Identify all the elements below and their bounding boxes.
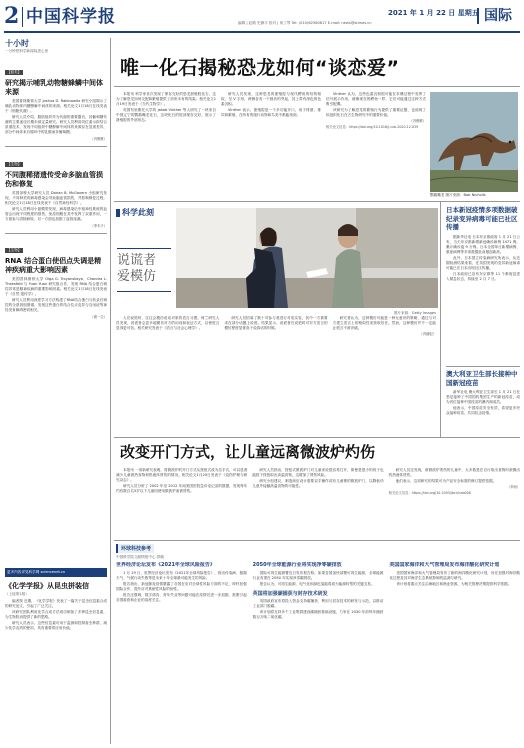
feature-paragraph: Vinther 表示，泄殖腔是一个多功能开口，用于排泄、排尿和繁殖，在所有的爬行动物和鸟类中都能找到。 [221,108,321,117]
feature-column-3 [326,92,426,196]
right-brief-paragraph: 此外，日本国立传染病研究所表示，从近期检测结果来看，在英国发现的变异新冠病毒可能已在日本出现社区传播。 [446,255,520,270]
env-paragraph: 该计划将重点关注沿海地区和渔业资源，为相关管理决策提供科学依据。 [396,581,512,586]
section-label: 国际 [477,8,512,24]
couple-photo-drawing [176,208,438,308]
brief-source: （唐一尘） [90,315,107,319]
sidebar-divider [5,233,107,234]
brief-kicker: 【生物】 [7,248,22,252]
feature-headline-rule [114,86,520,87]
brief-title: RNA 结合蛋白使侣点失调是精神疾病重大影响因素 [5,257,102,274]
env-item-4 [389,562,520,744]
science-body [116,300,436,418]
env-item-title: 英国将加强碳捕获与封存技术研发 [252,590,328,597]
sidebar-column-title: 十小时 [5,39,29,48]
masthead-divider [22,7,23,27]
sidebar-brief-1 [5,58,107,141]
science-byline: （冯丽妃） [419,332,436,336]
story2-byline: （辛雨） [506,485,520,489]
pull-quote-box [117,248,171,292]
story2-paragraph: 研究人员还发现，被微波炉烫伤的儿童中，大多数是在自行取出食物时被溅出的热液体烫伤。 [388,468,520,477]
env-section-title: 环球科技参考 [116,544,154,553]
env-paragraph: 该计划将支持多个工业集群建设碳捕获基础设施，力争在 2030 年前每年捕获数百万吨二氧化碳。 [252,610,384,619]
brief-title: 不同腹稀猪遗传受命多脑血管损伤和修复 [5,170,103,188]
brief-source: （冯维维） [90,137,107,141]
env-item-title: 2050年全球能源行业将实现净零碳排放 [252,562,342,568]
bottom-left-article [5,582,107,744]
right-brief-body [446,390,520,416]
feature-paragraph: 该研究为了解恐龙的繁殖行为提供了重要证据，也说明了软组织化石在古生物研究中的重要价值。 [326,108,426,117]
paper-name: 中国科学报 [26,7,116,27]
article-paragraph: 该研究团队利用化学合成方法成功制备了多种昆虫信息素，为生物防治提供了新的思路。 [5,610,107,619]
brief-source: （李木子） [90,223,107,228]
article-paragraph: 研究人员表示，这些信息素可用于监测和控制害虫种群，减少化学农药的使用，具有重要的应用价值。 [5,621,107,630]
brief-title: 研究揭示哺乳动物糖蜂鳞中间体来源 [5,79,103,96]
env-paragraph: 美国国家海洋和大气管理局发布了新的海洋酸化研究计划，旨在加强对海洋酸化过程及其对海洋生态系统影响的监测与研究。 [389,570,520,580]
feature-paragraph: 本报讯 科学家首次发现了保存完好的恐龙泄殖腔化石，这为了解恐龙如何交配和繁殖提供了前所未有的线索。相关论文1月19日发表于《当代生物学》。 [116,92,216,106]
story2-paragraph: 他们表示，这项研究的结果可为产品安全标准的修订提供依据。 [395,479,497,483]
science-paragraph: 研究人员招募了数十对参与者进行对话实验，其中一方被要求在部分话题上说谎。结果显示，说谎者在说谎时对对方语言的模仿程度显著高于说真话的时候。 [224,316,328,330]
story2-link: 相关论文信息：https://doi.org/10.1093/jbcr/irab008 [388,491,471,495]
feature-byline: （冯维维） [409,119,426,123]
sidebar-brief-2 [5,150,107,228]
issue-date: 2021 年 1 月 22 日 星期五 [388,9,479,17]
env-item-body [389,571,520,587]
dinosaur-caption: 鹦鹉嘴龙 图片来源：Bob Nicholls [430,193,486,197]
article-kicker: （上接第1版） [5,592,29,596]
story2-column-1 [116,468,247,536]
env-item-1 [116,562,247,744]
sidebar-brief-3 [5,236,107,319]
feature-column-2 [221,92,321,196]
couple-photo-caption: 图片来源：Getty Images [393,311,436,315]
env-paragraph: 1 月 19 日，世界经济论坛发布《2021年全球风险报告》，指出传染病、极端天气、气候行动失败等是未来十年全球最可能发生的风险。 [116,570,247,580]
right-brief-paragraph: 他表示，中国疫苗安全有效，希望更多民众接种疫苗，共同抗击疫情。 [446,406,520,415]
brief-paragraph: 英国剑桥大学研究人员 Dorian B. McGavern 小组研究发现，不同种类的病毒感染会导致脑血管损伤，并影响修复过程。相关论文1月18日在线发表于《自然神经科学》。 [5,190,107,205]
story2-body [116,468,520,536]
couple-photo [176,208,438,308]
brief-kicker: 【蛙类】 [7,70,22,74]
story2-paragraph: 研究小组建议，制造商应设计需要双手操作或有儿童锁的微波炉门，以降低幼儿意外接触高温食物的可能性。 [252,479,384,488]
brief-body [5,277,107,313]
brief-kicker: 【生物】 [7,161,22,166]
column-marker-icon [116,209,120,217]
sidebar-column-rule [110,38,111,744]
env-items [116,562,520,744]
story2-top-rule [114,437,520,438]
science-paragraph: 人们说谎时，往往会模仿说话对象的语言习惯。荷兰研究人员发现，说谎者会更多地模仿对方的用词和表达方式，以使谎言显得更可信。相关研究发表于《语言与社会心理学》。 [116,316,220,330]
feature-bottom-rule [114,201,520,202]
feature-column-1 [116,92,216,196]
science-column-1 [116,316,219,337]
sidebar-tagline: 一分钟把科学新闻装进心里 [5,49,49,53]
feature-paragraph: Vinther 认为，这些色素沉积很可能在求偶过程中发挥了信号展示作用，就像现在的鳄鱼一样，它们可能通过这种方式吸引配偶。 [326,92,426,106]
right-brief-title: 日本新冠疫情多项数据破纪录变异病毒可能已社区传播 [446,206,518,231]
right-brief-paragraph: 日本政府已宣布东京都等 11 个都府县进入紧急状态，持续至 2 月 7 日。 [446,271,520,281]
science-column-3 [333,316,436,337]
env-paragraph: 报告还强调，数字鸿沟、青年失业等问题可能在疫情后进一步加剧，需要引起各国政府和企业的高度关注。 [116,592,247,602]
science-columns [116,316,436,337]
env-item-title: 美国国家海洋和大气管理局发布海洋酸化研究计划 [389,562,500,568]
brief-paragraph: 研究人员利用深度学习方法构建了RNA结合蛋白与转录后调控的全基因组图谱，发现这些蛋白的结合位点变异与自闭症等神经发育障碍密切相关。 [5,298,107,312]
feature-paragraph: 英国布里斯托大学的 Jakob Vinther 等人研究了一块来自中国辽宁的鹦鹉嘴龙化石，这块化石的尾部保存完好，展示了泄殖腔的外部形态。 [116,108,216,122]
right-brief-2 [446,370,520,438]
story2-column-2 [252,468,383,536]
masthead-rule [4,31,520,33]
env-item-title: 世界经济论坛发布《2021年全球风险报告》 [116,562,215,568]
brief-body [5,191,107,222]
story2-paragraph: 研究人员分析了 2002 年至 2012 年间美国医院急诊室记录的数据，发现每年约有数百名5岁以下儿童因使用微波炉而被烫伤。 [116,484,248,493]
story2-headline: 改变开门方式，让儿童远离微波炉灼伤 [120,443,376,461]
brief-paragraph: 研究人员介绍，脂肪组织作为代谢的重要器官，其葡萄糖代谢的主要途径长期未被定量研究。研究人员利用同位素示踪结合质谱技术，发现不同组织中糖酵解中间体的来源存在显著差异，部分中间体来自循环中的乳酸而非葡萄糖。 [5,115,107,134]
right-brief-title: 澳大利亚卫生部长接种中国新冠疫苗 [446,370,518,387]
article-paragraph: 编者按 近期，《化学学报》发表了一篇关于昆虫信息素合成的研究论文，引起了广泛关注。 [5,599,107,608]
article-title: 《化学学报》从昆虫拼装信 [5,582,89,590]
sidebar [5,38,107,566]
brief-paragraph: 美国普林斯顿大学 Olga G. Troyanskaya、Chandra L. Theesfeld 与 Yuan Yuan 研究组合作，发现 RNA 结合蛋白调控异常是精神疾病的重要影响因素。相关论文1月18日在线发表于《自然·遗传学》。 [5,277,107,296]
page-number: 2 [4,3,20,29]
feature-link: 相关论文信息：https://doi.org/10.1016/j.cub.2020.12.039 [326,125,419,129]
sidebar-divider [5,146,107,147]
brief-body [5,99,107,135]
story2-paragraph: 研究人员指出，按钮式微波炉门对儿童来说很容易打开，即使是很小的孩子也能按下按钮取出高温食物，这增加了烫伤风险。 [252,468,384,477]
feature-paragraph: 研究人员发现，这种恐龙的泄殖腔与现代鳄鱼的结构相似，呈 V 字形，两侧各有一个唇状的突起，其上带有深色的色素沉积。 [221,92,321,106]
env-item-2-3 [253,562,384,744]
env-item-body [116,571,247,603]
science-paragraph: 研究者认为，这种模仿可能是一种无意识的策略，通过与对方建立语言上的相似性来获取信任。然而，这种模仿并不一定能让谎言不被识破。 [332,316,436,330]
env-paragraph: 国际可再生能源署近日发布报告称，如果各国加快部署可再生能源，全球能源行业有望在 2050 年实现净零碳排放。 [252,570,384,580]
right-brief-paragraph: 据新华社电 日本东京都政府 1 月 21 日公布，当天东京都新增新冠确诊病例 1471 例，累计确诊逾 9 万例。日本全国单日新增病例、重症病例等多项数据此前屡创新高。 [446,234,520,254]
masthead [0,0,524,34]
story2-column-3 [389,468,520,536]
feature-headline: 唯一化石揭秘恐龙如何“谈恋爱” [120,57,400,79]
feature-body [116,92,426,196]
env-item-body [253,599,384,620]
env-paragraph: 报告认为，可再生能源、电气化和绿色氢能将成为能源转型的关键支柱。 [259,581,375,586]
env-paragraph: 英国政府宣布将投入资金支持碳捕获、利用与封存技术的研发与示范，以推动工业部门脱碳。 [252,599,384,608]
science-column-label: 科学此刻 [122,208,154,217]
brief-paragraph: 研究人员利用小鼠模型发现，病毒感染后中枢神经系统的血管会出现不同程度的损伤，免疫细胞在其中发挥了双重作用，一方面参与清除病原，另一方面也加剧了血管渗漏。 [5,206,107,221]
sidebar-footer-note: 更多内容详见科学网 sciencenet.cn [5,568,107,577]
right-column-rule [440,201,441,437]
dinosaur-illustration [430,92,518,192]
env-paragraph: 报告指出，新冠肺炎疫情暴露了各国在应对全球性风险方面的不足，呼吁加强国际合作，提升应对系统性风险的韧性。 [116,581,247,591]
dinosaur-drawing [430,92,518,192]
env-item-body [253,571,384,587]
env-section-subtitle: 中国科学院文献情报中心 供稿 [116,555,164,559]
science-column-name [116,207,154,218]
right-brief-body [446,235,520,282]
story2-paragraph: 本报讯 一项新研究表明，将微波炉的开门方式从按钮式改为拉手式，可以显著减少儿童被热食物和热液体烫伤的情况。相关论文1月20日发表于《烧伤护理与研究杂志》。 [116,468,248,482]
brief-paragraph: 美国普林斯顿大学 Joshua D. Rabinowitz 研究小组揭示了哺乳动物体内糖酵解中间体的来源。相关论文1月18日在线发表于《细胞代谢》。 [5,99,107,113]
pull-quote: 说谎者爱模仿 [117,253,157,284]
right-brief-paragraph: 新华社电 澳大利亚卫生部长 1 月 21 日在悉尼接种了中国国药集团生产的新冠疫苗，成为首位接种中国疫苗的澳内阁成员。 [446,390,520,404]
right-brief-divider [446,366,520,367]
science-column-2 [224,316,327,337]
env-top-rule [114,540,520,541]
right-brief-1 [446,206,520,364]
editors-line: 编辑 | 赵路 史静宇 校对 | 何工琴 Tel: (010)62580617 E-mail: news@stimes.cn [238,21,372,25]
article-body [5,599,107,631]
